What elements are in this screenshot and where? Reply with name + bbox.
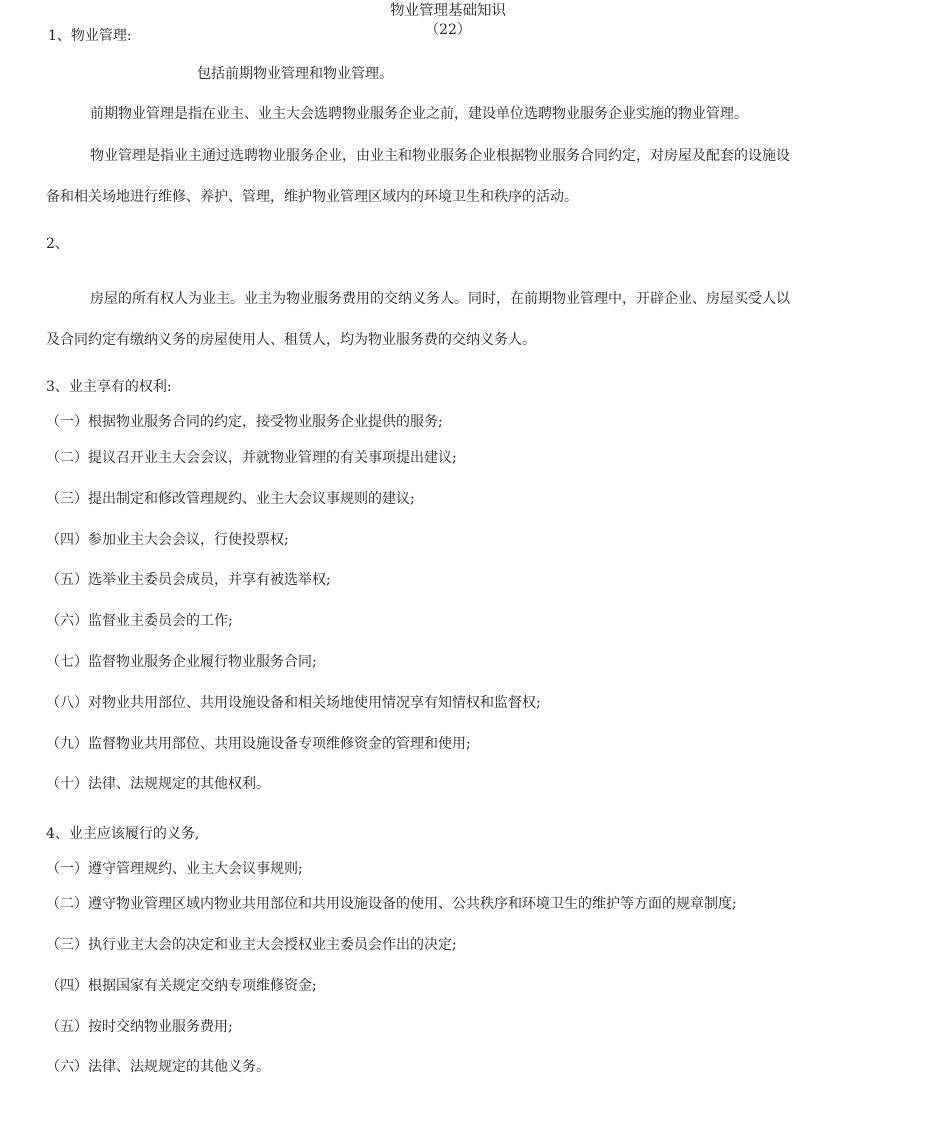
- section-2-paragraph-line-2: 及合同约定有缴纳义务的房屋使用人、租赁人，均为物业服务费的交纳义务人。: [46, 332, 536, 348]
- rights-item: （二）提议召开业主大会会议，并就物业管理的有关事项提出建议;: [46, 450, 457, 466]
- rights-item: （九）监督物业共用部位、共用设施设备专项维修资金的管理和使用;: [46, 736, 471, 752]
- rights-item: （八）对物业共用部位、共用设施设备和相关场地使用情况享有知情权和监督权;: [46, 695, 541, 711]
- rights-item: （五）选举业主委员会成员，并享有被选举权;: [46, 572, 331, 588]
- rights-item: （一）根据物业服务合同的约定，接受物业服务企业提供的服务;: [46, 414, 443, 430]
- document-subtitle: （22）: [425, 22, 471, 38]
- duties-item: （五）按时交纳物业服务费用;: [46, 1019, 233, 1035]
- duties-item: （三）执行业主大会的决定和业主大会授权业主委员会作出的决定;: [46, 937, 457, 953]
- section-1-heading: 1、物业管理:: [48, 28, 132, 44]
- duties-item: （一）遵守管理规约、业主大会议事规则;: [46, 861, 303, 877]
- document-title: 物业管理基础知识: [390, 3, 506, 19]
- section-3-heading: 3、业主享有的权利:: [46, 379, 172, 395]
- rights-item: （十）法律、法规规定的其他权利。: [46, 776, 270, 792]
- section-2-heading: 2、: [46, 236, 69, 252]
- rights-item: （四）参加业主大会会议，行使投票权;: [46, 532, 289, 548]
- section-1-intro: 包括前期物业管理和物业管理。: [197, 66, 393, 82]
- duties-item: （六）法律、法规规定的其他义务。: [46, 1059, 270, 1075]
- section-2-paragraph-line-1: 房屋的所有权人为业主。业主为物业服务费用的交纳义务人。同时，在前期物业管理中，开辟企业、房屋买受人以: [90, 291, 790, 307]
- rights-item: （七）监督物业服务企业履行物业服务合同;: [46, 654, 317, 670]
- section-1-paragraph-2-line-2: 备和相关场地进行维修、养护、管理，维护物业管理区域内的环境卫生和秩序的活动。: [46, 189, 578, 205]
- section-1-paragraph-2-line-1: 物业管理是指业主通过选聘物业服务企业，由业主和物业服务企业根据物业服务合同约定，对房屋及配套的设施设: [90, 148, 790, 164]
- duties-item: （二）遵守物业管理区域内物业共用部位和共用设施设备的使用、公共秩序和环境卫生的维护等方面的规章制度;: [46, 896, 737, 912]
- section-1-paragraph-1: 前期物业管理是指在业主、业主大会选聘物业服务企业之前，建设单位选聘物业服务企业实施的物业管理。: [90, 106, 748, 122]
- duties-item: （四）根据国家有关规定交纳专项维修资金;: [46, 978, 317, 994]
- section-4-heading: 4、业主应该履行的义务,: [46, 826, 200, 842]
- rights-item: （三）提出制定和修改管理规约、业主大会议事规则的建议;: [46, 491, 415, 507]
- rights-item: （六）监督业主委员会的工作;: [46, 613, 233, 629]
